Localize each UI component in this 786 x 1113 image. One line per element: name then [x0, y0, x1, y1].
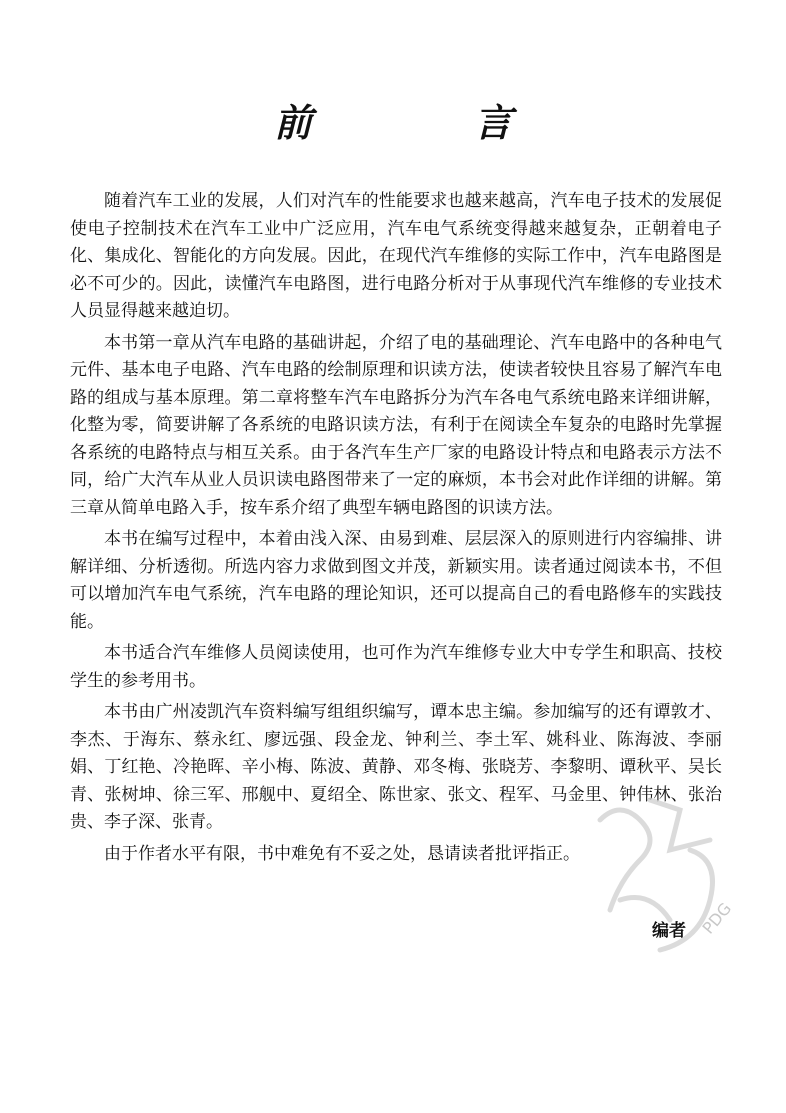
paragraph-4: 本书适合汽车维修人员阅读使用，也可作为汽车维修专业大中专学生和职高、技校学生的参考用书。: [70, 643, 722, 691]
paragraph-2: 本书第一章从汽车电路的基础讲起，介绍了电的基础理论、汽车电路中的各种电气元件、基本电子电路、汽车电路的绘制原理和识读方法，使读者较快且容易了解汽车电路的组成与基本原理。第二章将整车汽车电路拆分为汽车各电气系统电路来详细讲解，化整为零，简要讲解了各系统的电路识读方法，有利于在阅读全车复杂的电路时先掌握各系统的电路特点与相互关系。由于各汽车生产厂家的电路设计特点和电路表示方法不同，给广大汽车从业人员识读电路图带来了一定的麻烦，本书会对此作详细的讲解。第三章从简单电路入手，按车系介绍了典型车辆电路图的识读方法。: [70, 332, 722, 518]
preface-body: [70, 188, 722, 872]
paragraph-5: 本书由广州凌凯汽车资料编写组组织编写，谭本忠主编。参加编写的还有谭敦才、李杰、于海东、蔡永红、廖远强、段金龙、钟利兰、李土军、姚科业、陈海波、李丽娟、丁红艳、冷艳晖、辛小梅、陈波、黄静、邓冬梅、张晓芳、李黎明、谭秋平、吴长青、张树坤、徐三军、邢舰中、夏绍全、陈世家、张文、程军、马金里、钟伟林、张治贵、李子深、张青。: [70, 702, 722, 832]
paragraph-3: 本书在编写过程中，本着由浅入深、由易到难、层层深入的原则进行内容编排、讲解详细、分析透彻。所选内容力求做到图文并茂，新颖实用。读者通过阅读本书，不但可以增加汽车电气系统，汽车电路的理论知识，还可以提高自己的看电路修车的实践技能。: [70, 529, 722, 632]
signature: 编者: [652, 921, 686, 941]
paragraph-6: 由于作者水平有限，书中难免有不妥之处，恳请读者批评指正。: [104, 843, 580, 864]
paragraph-1: 随着汽车工业的发展，人们对汽车的性能要求也越来越高，汽车电子技术的发展促使电子控制技术在汽车工业中广泛应用，汽车电气系统变得越来越复杂，正朝着电子化、集成化、智能化的方向发展。因此，在现代汽车维修的实际工作中，汽车电路图是必不可少的。因此，读懂汽车电路图，进行电路分析对于从事现代汽车维修的专业技术人员显得越来越迫切。: [70, 191, 722, 321]
watermark-label: PDG: [698, 899, 736, 938]
page-title: 前 言: [273, 101, 574, 145]
